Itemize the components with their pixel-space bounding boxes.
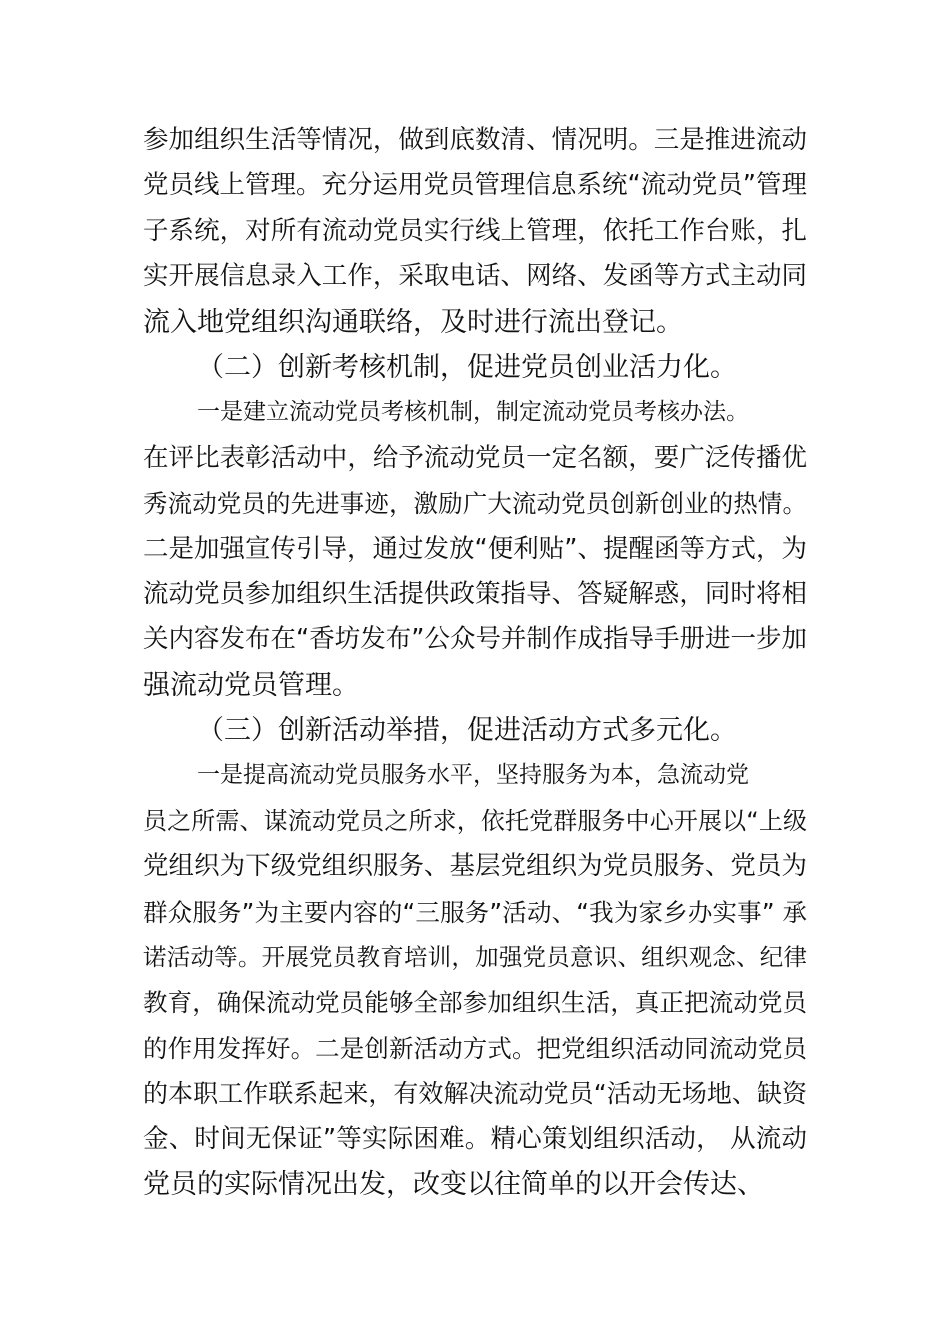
text-line: 在评比表彰活动中，给予流动党员一定名额，要广泛传播优: [143, 442, 807, 473]
text-line: 一是提高流动党员服务水平，坚持服务为本，急流动党: [197, 762, 749, 789]
text-line: 党员线上管理。充分运用党员管理信息系统“流动党员”管理: [143, 170, 807, 201]
text-line: 的本职工作联系起来，有效解决流动党员“活动无场地、缺资: [143, 1079, 807, 1109]
text-line: 党组织为下级党组织服务、基层党组织为党员服务、党员为: [143, 851, 807, 882]
text-line: 诺活动等。开展党员教育培训，加强党员意识、组织观念、纪律: [143, 943, 807, 972]
document-body: [143, 118, 813, 1207]
text-line: 的作用发挥好。二是创新活动方式。把党组织活动同流动党员: [143, 1033, 807, 1063]
text-line: 流动党员参加组织生活提供政策指导、答疑解惑，同时将相: [143, 578, 807, 609]
text-line: 强流动党员管理。: [143, 669, 359, 701]
section-heading: （二）创新考核机制，促进党员创业活力化。: [197, 351, 737, 383]
section-heading: （三）创新活动举措，促进活动方式多元化。: [197, 715, 737, 747]
text-line: 二是加强宣传引导，通过发放“便利贴”、提醒函等方式，为: [143, 533, 807, 564]
text-line: 流入地党组织沟通联络，及时进行流出登记。: [143, 306, 683, 338]
text-line: 子系统，对所有流动党员实行线上管理，依托工作台账，扎: [143, 215, 807, 246]
text-line: 实开展信息录入工作，采取电话、网络、发函等方式主动同: [143, 261, 807, 292]
text-line: 一是建立流动党员考核机制，制定流动党员考核办法。: [197, 399, 749, 426]
text-line: 党员的实际情况出发，改变以往简单的以开会传达、: [143, 1168, 764, 1200]
text-line: 参加组织生活等情况，做到底数清、情况明。三是推进流动: [143, 125, 807, 155]
text-line: 群众服务”为主要内容的“三服务”活动、“我为家乡办实事” 承: [143, 897, 807, 927]
text-line: 秀流动党员的先进事迹，激励广大流动党员创新创业的热情。: [143, 489, 807, 519]
text-line: 金、时间无保证”等实际困难。精心策划组织活动， 从流动: [143, 1123, 807, 1154]
text-line: 教育，确保流动党员能够全部参加组织生活，真正把流动党员: [143, 988, 807, 1018]
text-line: 关内容发布在“香坊发布”公众号并制作成指导手册进一步加: [143, 624, 807, 655]
text-line: 员之所需、谋流动党员之所求，依托党群服务中心开展以“上级: [143, 806, 807, 835]
